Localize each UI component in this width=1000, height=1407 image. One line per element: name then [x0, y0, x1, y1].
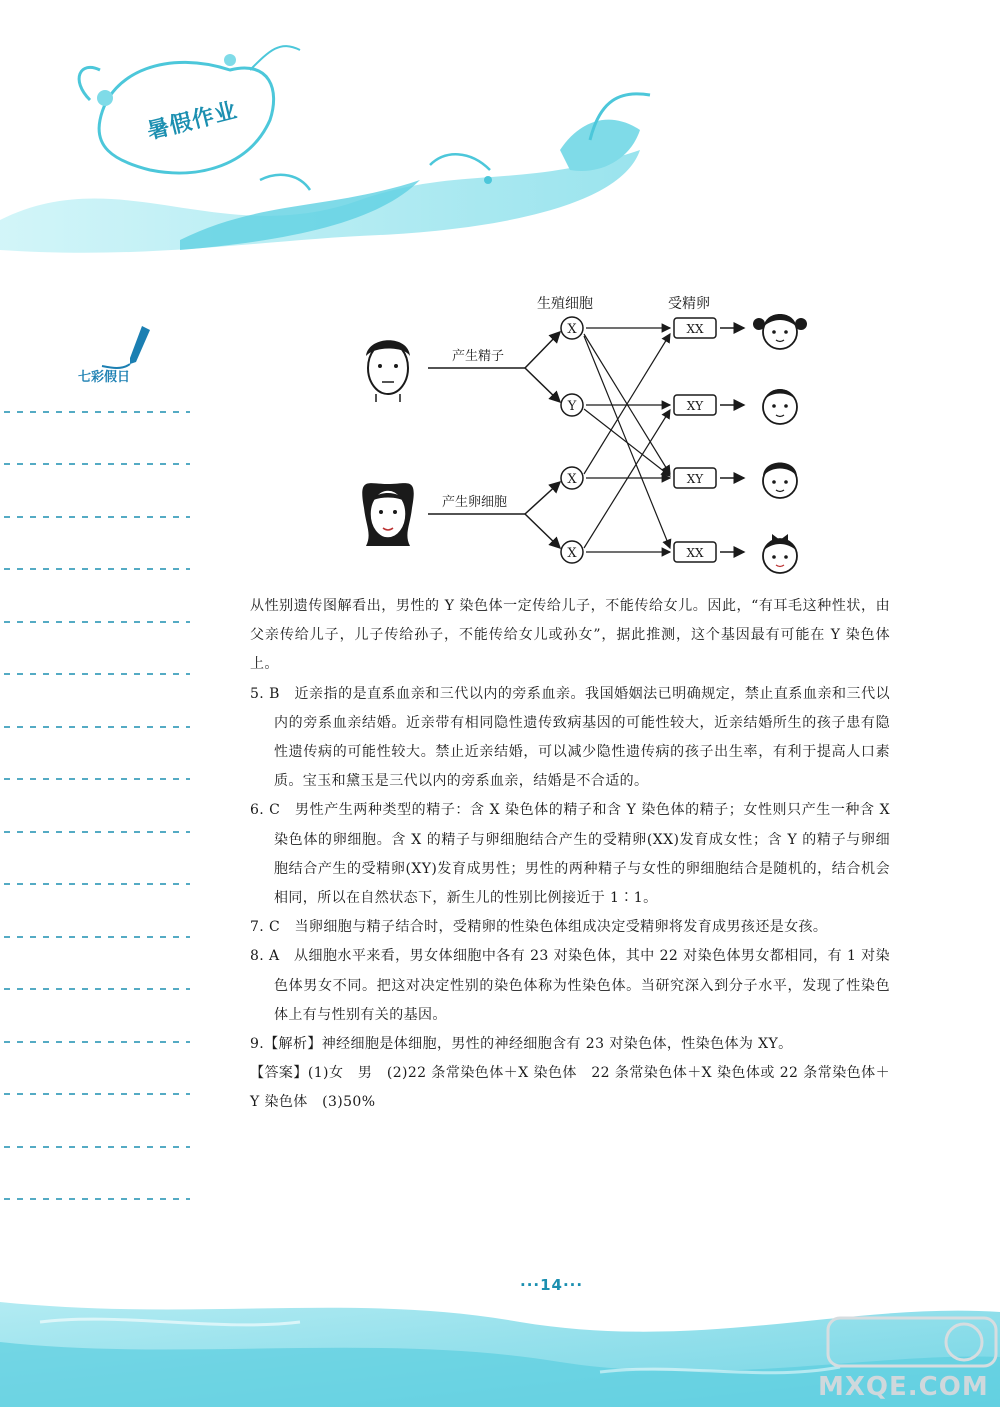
answer-5: 5. B 近亲指的是直系血亲和三代以内的旁系血亲。我国婚姻法已明确规定，禁止直系血亲和三代以内的旁系血亲结婚。近亲带有相同隐性遗传致病基因的可能性较大，近亲结婚所生的孩子患有隐性遗传病的可能性较大。禁止近亲结婚，可以减少隐性遗传病的孩子出生率，有利于提高人口素质。宝玉和黛玉是三代以内的旁系血亲，结婚是不合适的。: [250, 685, 890, 790]
girl-face-icon-1: [753, 314, 807, 349]
diagram-explanation: 从性别遗传图解看出，男性的 Y 染色体一定传给儿子，不能传给女儿。因此，“有耳毛这种性状，由父亲传给儿子，儿子传给孙子，不能传给女儿或孙女”，据此推测，这个基因最有可能在 Y 染色体上。: [250, 598, 890, 673]
svg-text:Y: Y: [567, 399, 577, 414]
margin-writing-lines: [0, 400, 200, 1220]
svg-text:XY: XY: [686, 399, 704, 413]
zygote-column-label: 受精卵: [668, 296, 710, 312]
header-title: 暑假作业: [144, 98, 241, 145]
girl-face-icon-2: [763, 534, 797, 573]
sperm-x-cell: [561, 317, 583, 339]
svg-text:X: X: [567, 322, 577, 337]
father-face-icon: [366, 340, 410, 402]
zygote-box-2: [674, 395, 716, 415]
svg-text:XY: XY: [686, 472, 704, 486]
boy-face-icon-1: [763, 389, 797, 424]
boy-face-icon-2: [763, 463, 797, 499]
brand-label: 七彩假日: [78, 370, 131, 385]
egg-x-cell-1: [561, 467, 583, 489]
answer-9-answer: 【答案】(1)女 男 (2)22 条常染色体＋X 染色体 22 条常染色体＋X 染色体或 22 条常染色体＋Y 染色体 (3)50%: [250, 1065, 890, 1111]
zygote-box-4: [674, 542, 716, 562]
egg-x-cell-2: [561, 541, 583, 563]
svg-text:X: X: [567, 472, 577, 487]
svg-text:X: X: [567, 546, 577, 561]
sex-inheritance-diagram: [340, 286, 820, 586]
mother-branch-label: 产生卵细胞: [442, 495, 508, 510]
answer-7: 7. C 当卵细胞与精子结合时，受精卵的性染色体组成决定受精卵将发育成男孩还是女孩。: [250, 919, 828, 936]
zygote-box-1: [674, 318, 716, 338]
answer-8: 8. A 从细胞水平来看，男女体细胞中各有 23 对染色体，其中 22 对染色体男女都相同，有 1 对染色体男女不同。把这对决定性别的染色体称为性染色体。当研究深入到分子水平，发现了性染色体上有与性别有关的基因。: [250, 948, 890, 1023]
watermark-text: MXQE.COM: [818, 1372, 989, 1402]
answer-6: 6. C 男性产生两种类型的精子：含 X 染色体的精子和含 Y 染色体的精子；女性则只产生一种含 X 染色体的卵细胞。含 X 的精子与卵细胞结合产生的受精卵(XX)发育成女性；含 Y 的精子与卵细胞结合产生的受精卵(XY)发育成男性；男性的两种精子与女性的卵细胞结合是随机的，结合机会相同，所以在自然状态下，新生儿的性别比例接近于 1∶1。: [250, 802, 890, 907]
answer-9-analysis: 9.【解析】神经细胞是体细胞，男性的神经细胞含有 23 对染色体，性染色体为 XY。: [250, 1036, 793, 1053]
page-number: ···14···: [520, 1276, 584, 1294]
watermark-logo-icon: [824, 1312, 1000, 1372]
header-floral-art: [0, 0, 720, 260]
mother-face-icon: [362, 483, 413, 546]
answer-content: [250, 592, 890, 1118]
sperm-y-cell: [561, 394, 583, 416]
father-branch-label: 产生精子: [452, 349, 505, 364]
germ-cell-column-label: 生殖细胞: [537, 296, 593, 312]
svg-text:XX: XX: [686, 322, 704, 336]
svg-text:XX: XX: [686, 546, 704, 560]
zygote-box-3: [674, 468, 716, 488]
